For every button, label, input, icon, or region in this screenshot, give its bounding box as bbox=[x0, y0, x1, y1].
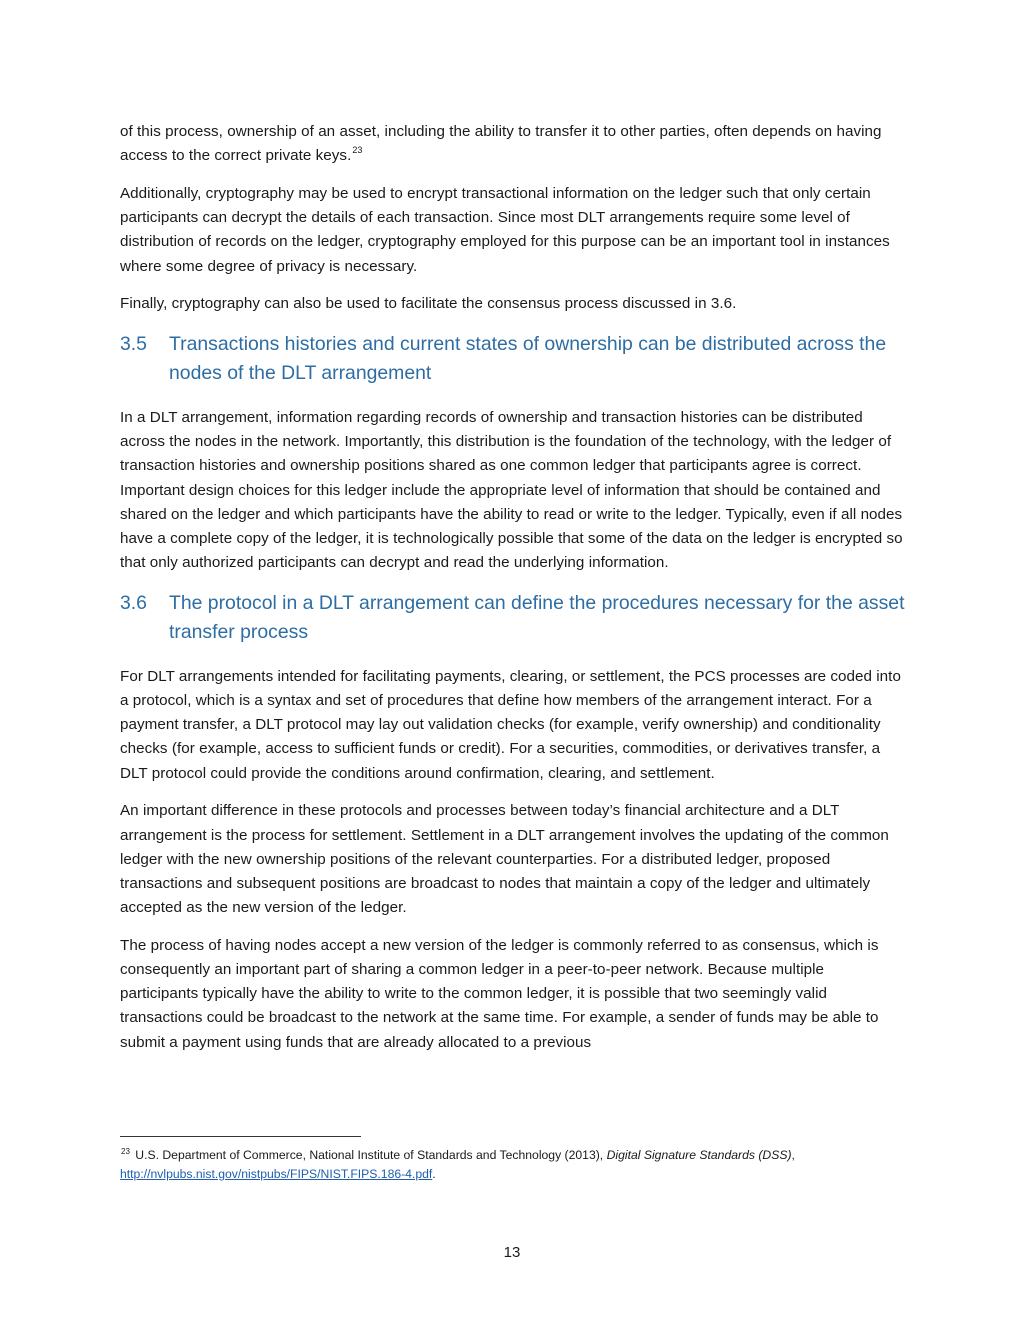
section-number: 3.5 bbox=[120, 332, 147, 355]
section-title: Transactions histories and current states of ownership can be distributed across the nodes of the DLT arrangement bbox=[169, 332, 887, 384]
footnote-title: Digital Signature Standards (DSS) bbox=[606, 1148, 792, 1162]
footnote-reference-23[interactable]: 23 bbox=[352, 145, 363, 156]
paragraph-encryption-privacy: Additionally, cryptography may be used to encrypt transactional information on the ledger such that only certain participants can decrypt the details of each transaction. Since most DLT arrangements require some level of distribution of records on the ledger, cryptography employed for this purpose can be an important tool in instances where some degree of privacy is necessary. bbox=[120, 184, 890, 275]
paragraph-consensus: The process of having nodes accept a new version of the ledger is commonly referred to as consensus, which is consequently an important part of sharing a common ledger in a peer-to-peer network. Because multiple participants typically have the ability to write to the common ledger, it is possible that two seemingly valid transactions could be broadcast to the network at the same time. For example, a sender of funds may be able to submit a payment using funds that are already allocated to a previous bbox=[120, 936, 879, 1051]
footnote-link[interactable]: http://nvlpubs.nist.gov/nistpubs/FIPS/NIST.FIPS.186-4.pdf bbox=[120, 1167, 433, 1181]
section-number: 3.6 bbox=[120, 591, 147, 614]
paragraph-protocol: For DLT arrangements intended for facilitating payments, clearing, or settlement, the PCS processes are coded into a protocol, which is a syntax and set of procedures that define how members of the arrangement interact. For a payment transfer, a DLT protocol may lay out validation checks (for example, verify ownership) and conditionality checks (for example, access to sufficient funds or credit). For a securities, commodities, or derivatives transfer, a DLT protocol could provide the conditions around confirmation, clearing, and settlement. bbox=[120, 667, 901, 782]
footnote-text: U.S. Department of Commerce, National Institute of Standards and Technology (2013), bbox=[131, 1148, 607, 1162]
section-title: The protocol in a DLT arrangement can define the procedures necessary for the asset transfer process bbox=[169, 591, 905, 643]
paragraph-distribution: In a DLT arrangement, information regarding records of ownership and transaction histories can be distributed across the nodes in the network. Importantly, this distribution is the foundation of the technology, with the ledger of transaction histories and ownership positions shared as one common ledger that participants agree is correct. Important design choices for this ledger include the appropriate level of information that should be contained and shared on the ledger and which participants have the ability to read or write to the ledger. Typically, even if all nodes have a complete copy of the ledger, it is technologically possible that some of the data on the ledger is encrypted so that only authorized participants can decrypt and read the underlying information. bbox=[120, 408, 903, 572]
paragraph-settlement: An important difference in these protocols and processes between today’s financial architecture and a DLT arrangement is the process for settlement. Settlement in a DLT arrangement involves the updating of the common ledger with the new ownership positions of the relevant counterparties. For a distributed ledger, proposed transactions and subsequent positions are broadcast to nodes that maintain a copy of the ledger and ultimately accepted as the new version of the ledger. bbox=[120, 802, 889, 917]
section-heading-3-5 bbox=[120, 330, 906, 388]
paragraph-keys-ownership: of this process, ownership of an asset, including the ability to transfer it to other parties, often depends on having access to the correct private keys.$^{23}$ bbox=[120, 123, 882, 165]
document-body bbox=[120, 120, 906, 1068]
page-number: 13 bbox=[503, 1244, 521, 1261]
footnote-23: $^{23}$ U.S. Department of Commerce, National Institute of Standards and Technology (2013), Digital Signature Standards (DSS), http://nvlpubs.nist.gov/nistpubs/FIPS/NIST.FIPS.186-4.pdf. bbox=[120, 1147, 795, 1181]
footnote-separator bbox=[120, 1136, 361, 1137]
footnote-marker: 23 bbox=[121, 1147, 130, 1156]
section-heading-3-6 bbox=[120, 589, 906, 647]
paragraph-consensus-reference: Finally, cryptography can also be used to facilitate the consensus process discussed in 3.6. bbox=[120, 295, 737, 313]
